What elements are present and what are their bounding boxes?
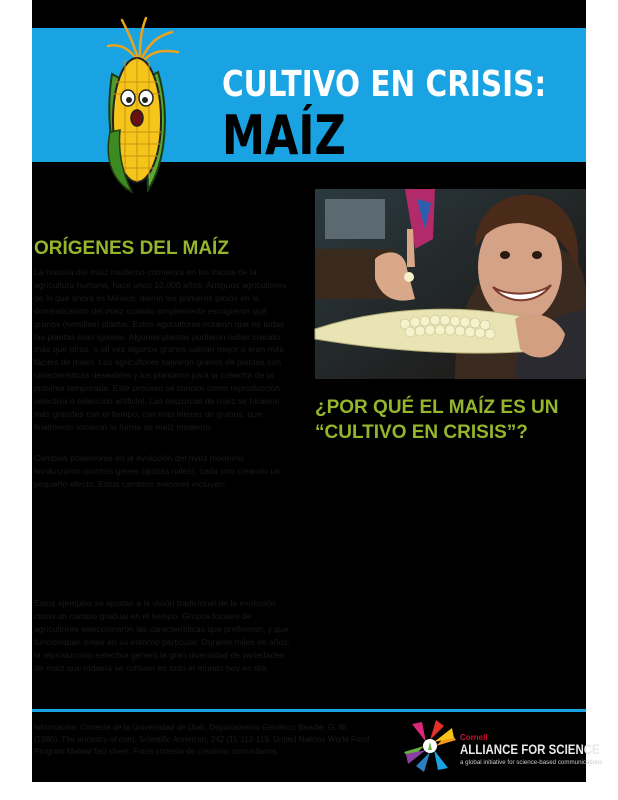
logo-alliance-text: ALLIANCE FOR SCIENCE [460, 741, 600, 757]
corn-mascot-illustration [92, 12, 182, 194]
evolution-paragraph [34, 597, 292, 674]
origins-paragraph [34, 266, 292, 434]
paragraph-evolution: Estos ejemplos se ajustan a la visión tradicional de la evolución como un cambio gradual en el tiempo. Grupos locales de agricultores seleccionaron las características que prefirieron, y que funcionaban mejor en su entorno particular. Durante miles de años, la reproducción selectiva generó la gran diversidad de variedades de maíz que todavía se cultivan en todo el mundo hoy en día. [34, 598, 291, 673]
logo-cornell-text: Cornell [460, 733, 488, 742]
origins-heading: ORÍGENES DEL MAÍZ [34, 238, 229, 259]
page-title: CULTIVO EN CRISIS: [222, 64, 547, 105]
logo-tagline: a global initiative for science-based communications [460, 759, 603, 766]
paragraph-history: La historia del maíz moderno comienza en los inicios de la agricultura humana, hace unos 10.000 años. Antiguos agricultores de lo que ahora es México, dieron los primeros pasos en la domesticación del maíz cuando simplemente escogieron qué granos (semillas) plantar. Estos agricultores notaron que no todas las plantas eran iguales. Algunas plantas pudieron haber crecido más que otras, o tal vez algunos granos sabían mejor o eran más fáciles de moler. Los agricultores salvaron granos de plantas con características deseables y los plantaron para la cosecha de la próxima temporada. Este proceso se conoce como reproducción selectiva o selección artificial. Las mazorcas de maíz se hicieron más grandes con el tiempo, con más hileras de granos, que finalmente tomaron la forma de maíz moderno. [34, 267, 287, 432]
fact-sheet-page [32, 0, 603, 782]
woman-holding-corn-photo [315, 189, 586, 379]
crisis-question-heading: ¿POR QUÉ EL MAÍZ ES UN “CULTIVO EN CRISIS”? [315, 397, 559, 443]
footer-divider [32, 709, 586, 712]
alliance-for-science-logo-icon [402, 718, 458, 774]
page-subtitle: MAÍZ [222, 104, 346, 167]
footer-credits: Información: Cortesía de la Universidad de Utah, Departamento Genético; Beadle, G. W. (1980). The ancestry of corn. Scientific American, 242 (1), 112-119; United Nations World Food Program Malawi fact sheet. Fotos cortesía de creativos comunitarios. [34, 723, 370, 756]
changes-paragraph [34, 452, 292, 491]
paragraph-changes: Cambios posteriores en la evolución del maíz moderno involucraron muchos genes (quizás miles), cada uno creando un pequeño efecto. Estos cambios menores incluyen: [34, 453, 281, 489]
